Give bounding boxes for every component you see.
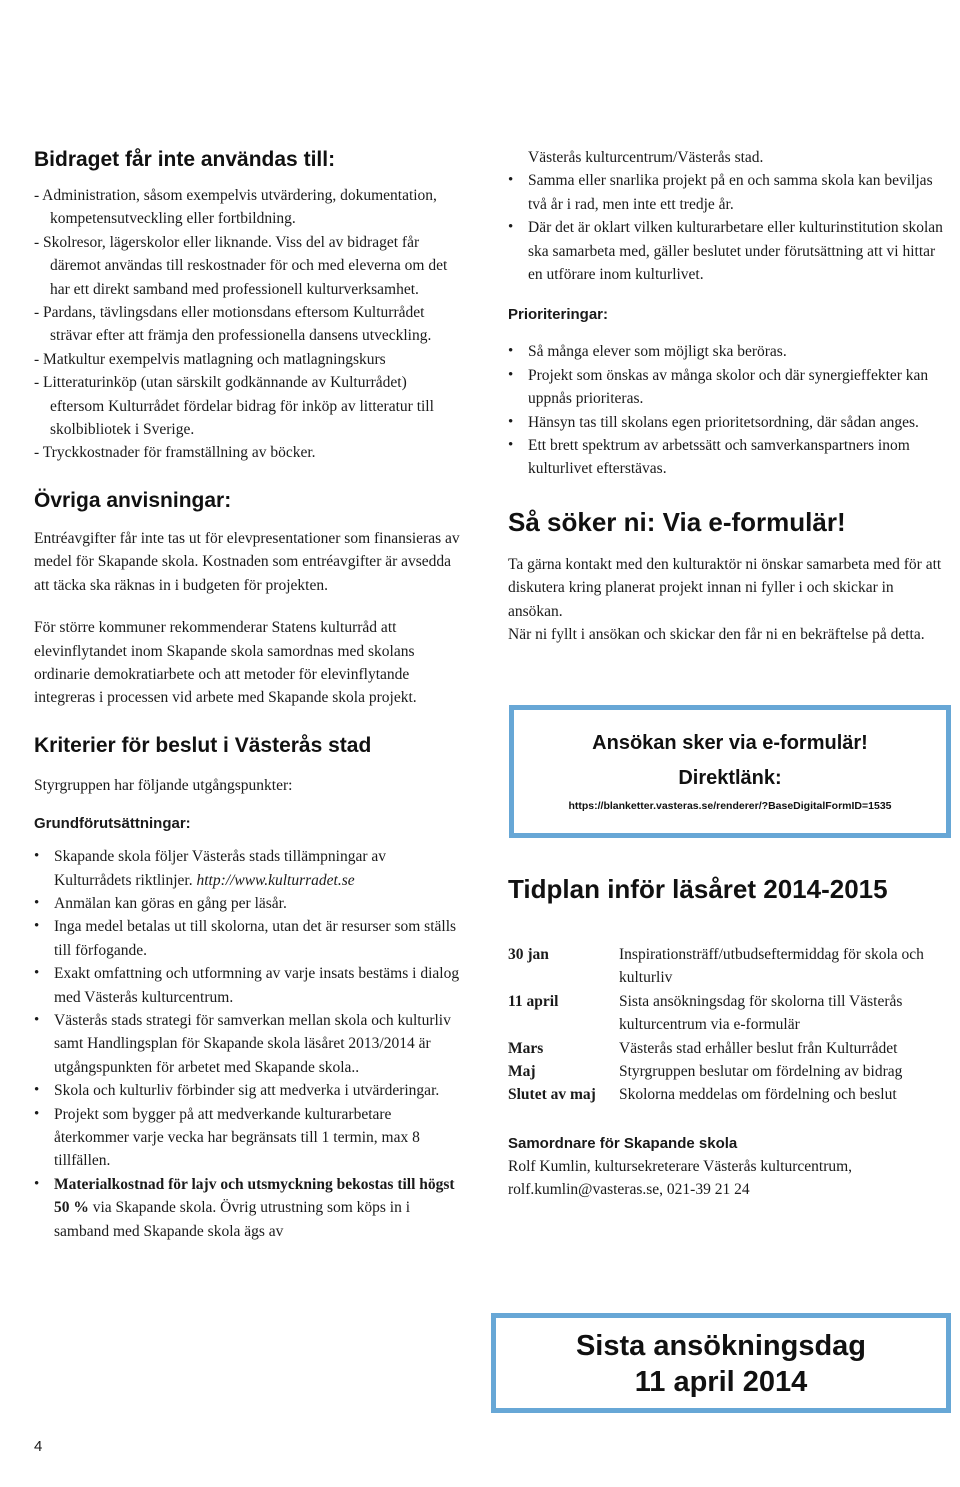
soker-paragraph-1: Ta gärna kontakt med den kulturaktör ni önskar samarbeta med för att diskutera kring planerat projekt innan ni fyller i och skickar in ansökan.	[508, 555, 942, 620]
continued-text: Västerås kulturcentrum/Västerås stad.	[528, 149, 764, 166]
page-number: 4	[34, 1438, 43, 1455]
samordnare-name: Rolf Kumlin, kultursekreterare Västerås kulturcentrum,	[508, 1158, 853, 1175]
soker-paragraph-2: När ni fyllt i ansökan och skickar den får ni en bekräftelse på detta.	[508, 626, 925, 644]
tidplan-date: Mars	[508, 1039, 544, 1057]
list-item: • Så många elever som möjligt ska beröras.	[508, 340, 948, 363]
tidplan-text: Västerås stad erhåller beslut från Kulturrådet	[619, 1039, 898, 1057]
deadline-date: 11 april 2014	[634, 1366, 808, 1398]
e-form-title: Ansökan sker via e-formulär!	[592, 732, 868, 754]
table-row	[508, 1083, 948, 1106]
samordnare-section	[508, 1133, 948, 1202]
direct-link-label: Direktlänk:	[678, 767, 782, 789]
bidraget-list	[34, 184, 464, 465]
table-row	[508, 1037, 948, 1060]
list-item: • Skapande skola följer Västerås stads tillämpningar av Kulturrådets riktlinjer. http://www.kulturradet.se	[34, 845, 464, 892]
list-item: • Där det är oklart vilken kulturarbetare eller kulturinstitution skolan ska samarbeta med, gäller beslutet under förutsättning att vi hittar en utförare inom kulturlivet.	[508, 216, 948, 286]
bidraget-item: - Litteraturinköp (utan särskilt godkännande av Kulturrådet) eftersom Kulturrådet fördelar bidrag för inköp av litteratur till skolbibliotek i Sverige.	[34, 374, 434, 439]
heading-ovriga: Övriga anvisningar:	[34, 488, 232, 512]
bidraget-item: - Matkultur exempelvis matlagning och matlagningskurs	[34, 350, 386, 368]
table-row	[508, 943, 948, 990]
list-item: • Samma eller snarlika projekt på en och samma skola kan beviljas två år i rad, men inte ett tredje år.	[508, 169, 948, 216]
tidplan-text: Inspirationsträff/utbudseftermiddag för skola och kulturliv	[619, 946, 924, 987]
tidplan-date: 30 jan	[508, 946, 549, 963]
tidplan-text: Skolorna meddelas om fördelning och beslut	[619, 1086, 897, 1104]
right-column	[508, 146, 948, 647]
list-item: • Västerås stads strategi för samverkan mellan skola och kulturliv samt Handlingsplan för Skapande skola läsåret 2013/2014 är utgångspunkten för arbetet med Skapande skola..	[34, 1009, 464, 1079]
tidplan-date: Slutet av maj	[508, 1086, 596, 1104]
heading-bidraget: Bidraget får inte användas till:	[34, 148, 336, 171]
e-form-url[interactable]: https://blanketter.vasteras.se/renderer/?BaseDigitalFormID=1535	[568, 800, 892, 812]
tidplan-text: Styrgruppen beslutar om fördelning av bidrag	[619, 1063, 903, 1081]
samordnare-contact: rolf.kumlin@vasteras.se, 021-39 21 24	[508, 1181, 750, 1199]
list-item: • Inga medel betalas ut till skolorna, utan det är resurser som ställs till förfogande.	[34, 915, 464, 962]
heading-tidplan: Tidplan inför läsåret 2014-2015	[508, 874, 888, 904]
heading-sa-soker-ni: Så söker ni: Via e-formulär!	[508, 506, 846, 537]
table-row	[508, 990, 948, 1037]
list-item: • Ett brett spektrum av arbetssätt och samverkanspartners inom kulturlivet efterstävas.	[508, 434, 948, 481]
bidraget-item: - Skolresor, lägerskolor eller liknande. Viss del av bidraget får däremot användas till reskostnader för och med eleverna om det har ett direkt samband med professionell kulturverksamhet.	[34, 233, 448, 298]
tidplan-date: Maj	[508, 1063, 536, 1081]
left-column	[34, 140, 464, 1243]
tidplan-text: Sista ansökningsdag för skolorna till Västerås kulturcentrum via e-formulär	[619, 992, 903, 1034]
prio-list	[508, 340, 948, 480]
heading-samordnare: Samordnare för Skapande skola	[508, 1135, 738, 1152]
heading-kriterier: Kriterier för beslut i Västerås stad	[34, 733, 372, 757]
list-item: • Materialkostnad för lajv och utsmyckning bekostas till högst 50 % via Skapande skola. Övrig utrustning som köps in i samband med Skapande skola ägs av	[34, 1173, 464, 1243]
heading-prioriteringar: Prioriteringar:	[508, 306, 609, 324]
bidraget-item: - Tryckkostnader för framställning av böcker.	[34, 444, 316, 462]
tidplan-date: 11 april	[508, 992, 559, 1010]
ovriga-paragraph-1: Entréavgifter får inte tas ut för elevpresentationer som finansieras av medel för Skapande skola. Kostnaden som entréavgifter är avsedda att täcka ska räknas in i budgeten för projekten.	[34, 529, 460, 594]
list-item: • Skola och kulturliv förbinder sig att medverka i utvärderingar.	[34, 1079, 464, 1102]
list-item: • Projekt som bygger på att medverkande kulturarbetare återkommer varje vecka har begränsats till 1 termin, max 8 tillfällen.	[34, 1103, 464, 1173]
continued-list	[508, 169, 948, 286]
table-row	[508, 1060, 948, 1083]
list-item: • Hänsyn tas till skolans egen prioritetsordning, där sådan anges.	[508, 411, 948, 434]
e-form-box	[509, 705, 951, 838]
tidplan-table	[508, 943, 948, 1107]
list-item: • Exakt omfattning och utformning av varje insats bestäms i dialog med Västerås kulturcentrum.	[34, 962, 464, 1009]
ovriga-paragraph-2: För större kommuner rekommenderar Statens kulturråd att elevinflytandet inom Skapande skola samordnas med skolans ordinarie demokratiarbete och att metoder för elevinflytande integreras i processen vid arbete med Skapande skola projekt.	[34, 619, 417, 707]
deadline-label: Sista ansökningsdag	[575, 1330, 867, 1362]
deadline-box	[491, 1313, 951, 1413]
heading-grundforutsattningar: Grundförutsättningar:	[34, 815, 191, 833]
list-item: • Anmälan kan göras en gång per läsår.	[34, 892, 464, 915]
grund-list	[34, 845, 464, 1243]
kulturradet-link[interactable]: http://www.kulturradet.se	[196, 871, 355, 889]
bidraget-item: - Pardans, tävlingsdans eller motionsdans eftersom Kulturrådet strävar efter att främja den professionella dansens utveckling.	[34, 304, 432, 345]
bidraget-item: - Administration, såsom exempelvis utvärdering, dokumentation, kompetensutveckling eller fortbildning.	[34, 187, 437, 228]
list-item: • Projekt som önskas av många skolor och där synergieffekter kan uppnås prioriteras.	[508, 364, 948, 411]
kriterier-intro: Styrgruppen har följande utgångspunkter:	[34, 776, 293, 794]
